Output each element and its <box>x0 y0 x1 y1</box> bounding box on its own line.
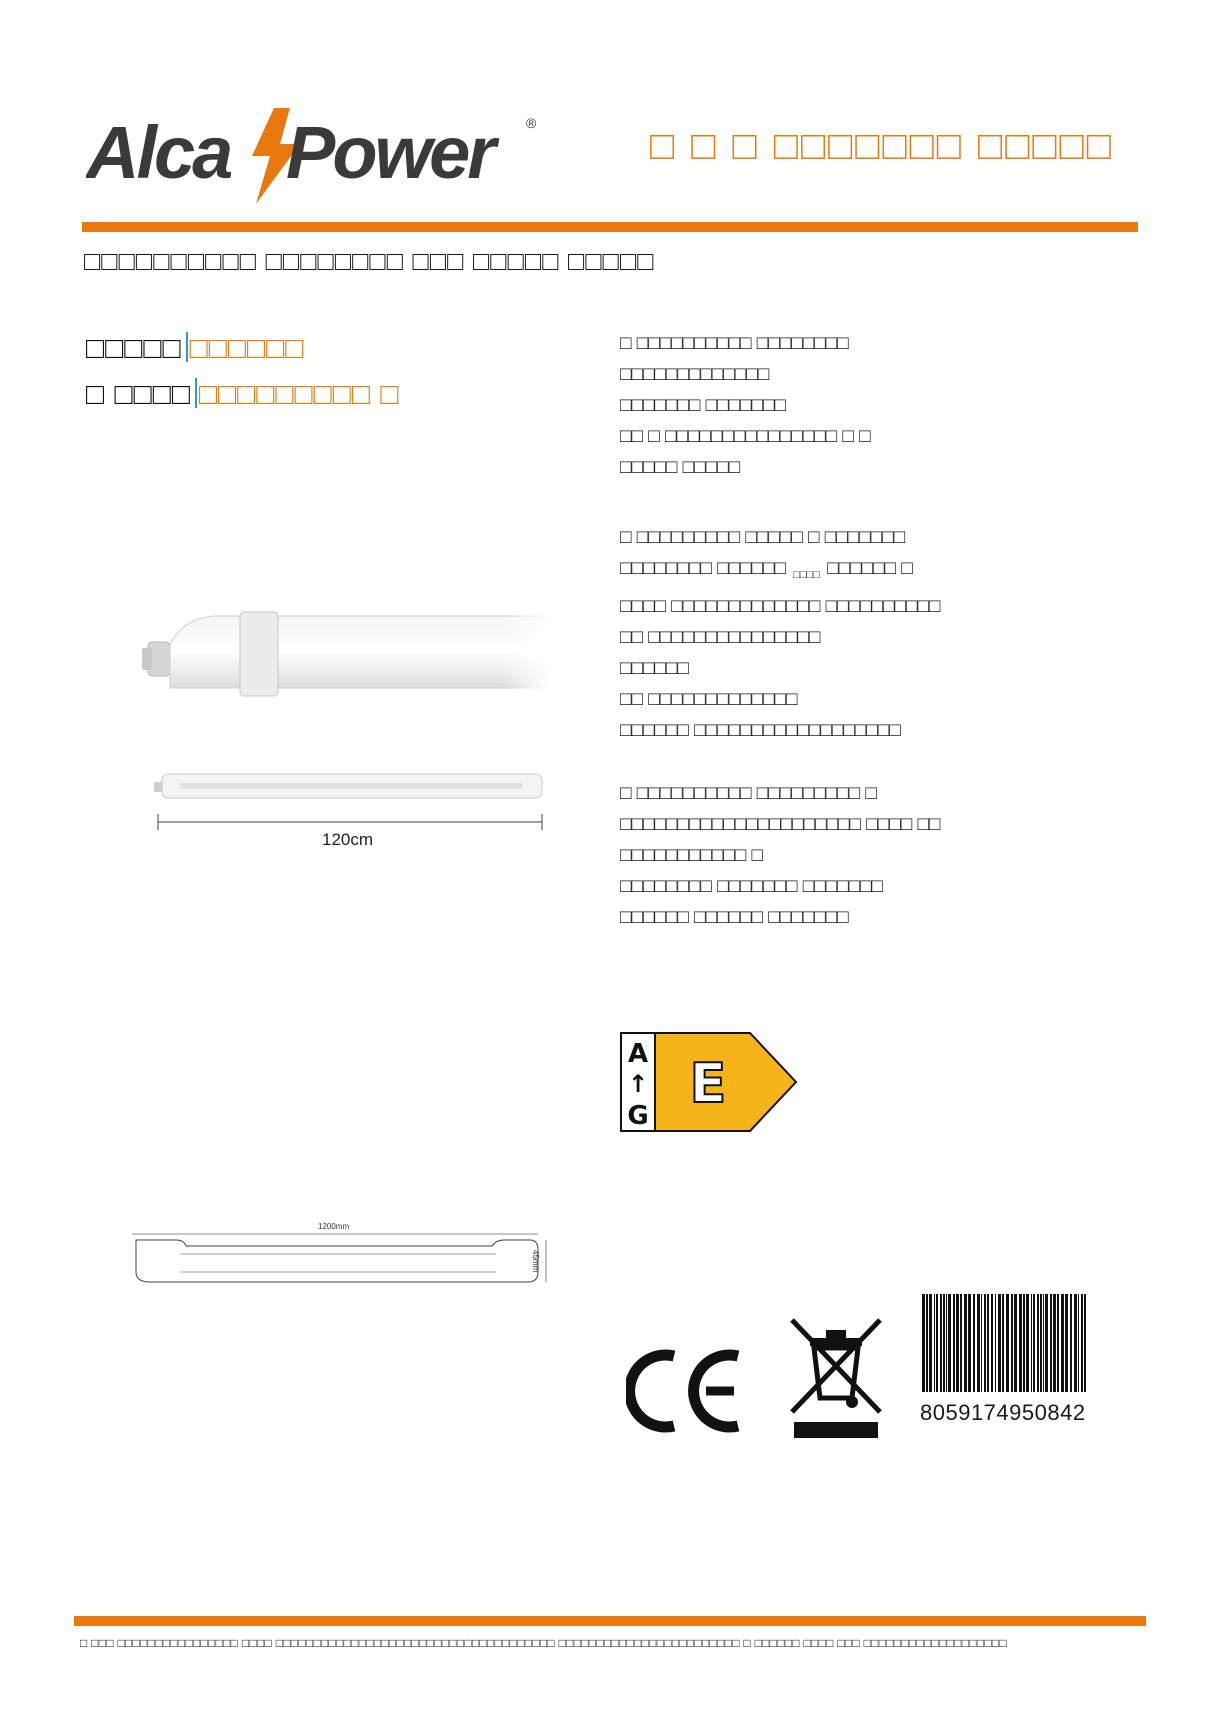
code-row-2 <box>86 378 399 412</box>
barcode-bar <box>1011 1294 1013 1392</box>
energy-class-value: E <box>689 1052 727 1115</box>
barcode-bar <box>981 1294 982 1392</box>
barcode-bar <box>1002 1294 1004 1392</box>
barcode-image <box>920 1294 1090 1392</box>
description-text: □□□□□□□□ □□□□□□ <box>620 558 786 579</box>
barcode-bar <box>1081 1294 1083 1392</box>
barcode-bar <box>929 1294 932 1392</box>
barcode-bar <box>1045 1294 1048 1392</box>
barcode-bar <box>1078 1294 1079 1392</box>
description-line: □ □□□□□□□□□ □□□□□ □ □□□□□□□ <box>620 527 906 548</box>
description-line: □□ □□□□□□□□□□□□□□□ <box>620 627 821 648</box>
description-small-text: □□□□ <box>793 569 820 581</box>
barcode-bar <box>977 1294 980 1392</box>
barcode-bar <box>968 1294 971 1392</box>
barcode-bar <box>946 1294 947 1392</box>
lamp-length-label: 120cm <box>322 830 374 849</box>
description-line: □□□□□□ <box>620 658 689 679</box>
logo-text-power: Power <box>286 111 494 194</box>
barcode-bar <box>960 1294 962 1392</box>
barcode-bar <box>1065 1294 1068 1392</box>
barcode-bar <box>1033 1294 1035 1392</box>
barcode-bar <box>1040 1294 1042 1392</box>
barcode-bar <box>943 1294 945 1392</box>
code-row-1 <box>86 332 304 366</box>
drawing-height-label: 45mm <box>531 1250 540 1273</box>
energy-class-label <box>620 1032 798 1132</box>
code-label: □ □□□□ <box>86 378 191 411</box>
barcode-bar <box>973 1294 975 1392</box>
description-line: □□ □ □□□□□□□□□□□□□□□ □ □ <box>620 426 871 447</box>
barcode-bar <box>1014 1294 1017 1392</box>
barcode-bar <box>1019 1294 1022 1392</box>
description-line: □□□□ □□□□□□□□□□□□□ □□□□□□□□□□ <box>620 596 941 617</box>
description-line: □□ □□□□□□□□□□□□□ <box>620 689 798 710</box>
code-value: □□□□□□□□□ □ <box>198 378 400 411</box>
barcode-bar <box>953 1294 955 1392</box>
description-line: □□□□□□□□□□□ □ <box>620 845 763 866</box>
drawing-length-label: 1200mm <box>318 1222 350 1231</box>
technical-drawing <box>130 1232 560 1292</box>
description-line: □ □□□□□□□□□□ □□□□□□□□ <box>620 333 849 354</box>
description-paragraph-3 <box>620 778 1060 933</box>
ce-mark-icon <box>626 1346 746 1436</box>
description-line: □□□□□□□□□□□□□□□□□□□□□ □□□□ □□ <box>620 814 941 835</box>
barcode-bar <box>987 1294 989 1392</box>
barcode-bar <box>1074 1294 1077 1392</box>
barcode-bar <box>1043 1294 1044 1392</box>
barcode-bar <box>1084 1294 1086 1392</box>
code-label: □□□□□ <box>86 332 182 365</box>
barcode-bar <box>984 1294 986 1392</box>
description-line: □ □□□□□□□□□□ □□□□□□□□□ □ <box>620 783 877 804</box>
barcode-bar <box>940 1294 942 1392</box>
barcode-bar <box>995 1294 996 1392</box>
barcode-bar <box>1031 1294 1032 1392</box>
description-paragraph-1 <box>620 328 1060 483</box>
code-separator <box>195 378 197 408</box>
barcode-bar <box>934 1294 935 1392</box>
barcode-bar <box>1023 1294 1025 1392</box>
barcode-bar <box>1026 1294 1029 1392</box>
barcode-bar <box>1070 1294 1072 1392</box>
barcode-bar <box>922 1294 925 1392</box>
description-paragraph-2 <box>620 522 1060 746</box>
barcode-bar <box>948 1294 951 1392</box>
energy-scale-bottom: G <box>627 1101 649 1131</box>
arrow-up-icon: ↑ <box>627 1070 649 1098</box>
crossed-out-wheelie-bin-icon <box>786 1316 886 1440</box>
barcode-bar <box>1037 1294 1039 1392</box>
barcode-bar <box>936 1294 938 1392</box>
description-line: □□□□□□ □□□□□□□□□□□□□□□□□□ <box>620 720 901 741</box>
energy-scale-top: A <box>627 1039 649 1069</box>
product-subtitle: □□□□□□□□□□ □□□□□□□□ □□□ □□□□□ □□□□□ <box>84 246 655 276</box>
barcode-bar <box>1061 1294 1064 1392</box>
footer-divider <box>74 1616 1146 1626</box>
barcode-number: 8059174950842 <box>920 1400 1086 1425</box>
code-value: □□□□□□ <box>189 332 305 365</box>
barcode-bar <box>956 1294 959 1392</box>
description-line: □□□□□□□□ □□□□□□□ □□□□□□□ <box>620 876 884 897</box>
code-separator <box>186 332 188 362</box>
description-line: □□□□□□□ □□□□□□□ <box>620 395 786 416</box>
barcode-bar <box>926 1294 928 1392</box>
logo-text-alca: Alca <box>86 111 231 194</box>
barcode-bar <box>1057 1294 1059 1392</box>
document-title: □ □ □ □□□□□□□ □□□□□ <box>650 124 1114 168</box>
lamp-closeup-image <box>140 604 550 724</box>
alcapower-logo <box>86 100 546 210</box>
barcode-bar <box>1006 1294 1009 1392</box>
footer-text: □ □□□ □□□□□□□□□□□□□□□□ □□□□ □□□□□□□□□□□□□□□□□□□□□□□□□□□□□□□□□□□□□ □□□□□□□□□□□□□□□□□□□□□□□□ □ □□□□□□ □□□□ □□□ □□□□□□□□□□□□□□□□□□□ <box>80 1636 1008 1650</box>
description-line: □□□□□□ □□□□□□ □□□□□□□ <box>620 907 849 928</box>
barcode-bar <box>1053 1294 1056 1392</box>
description-line <box>620 553 1060 591</box>
registered-mark: ® <box>526 115 537 131</box>
barcode-bar <box>998 1294 1001 1392</box>
description-line: □□□□□□□□□□□□□ <box>620 364 770 385</box>
barcode-bar <box>991 1294 993 1392</box>
barcode-bar <box>964 1294 967 1392</box>
description-text: □□□□□□ □ <box>827 558 913 579</box>
header-divider <box>82 222 1138 232</box>
barcode-bar <box>1050 1294 1052 1392</box>
description-line: □□□□□ □□□□□ <box>620 457 741 478</box>
